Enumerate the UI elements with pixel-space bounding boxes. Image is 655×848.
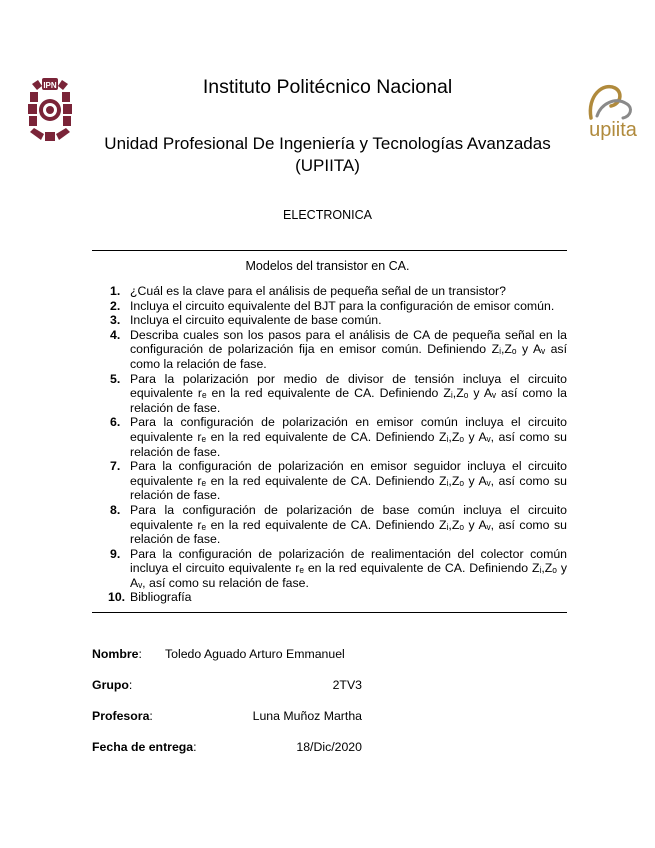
question-item — [92, 547, 567, 591]
fecha-label: Fecha de entrega — [92, 740, 194, 754]
question-text: ¿Cuál es la clave para el análisis de pequeña señal de un transistor? — [130, 284, 506, 298]
info-grupo: Grupo: 2TV3 — [92, 678, 362, 692]
question-text: Incluya el circuito equivalente del BJT para la configuración de emisor común. — [130, 298, 555, 313]
question-text: Bibliografía — [130, 590, 192, 605]
question-item — [92, 299, 567, 314]
question-text: Para la configuración de polarización de realimentación del colector común incluya el circuito equivalente rₑ en la red equivalente de CA. Definiendo Zᵢ,Zₒ y Aᵥ, así como su relación de fase. — [130, 546, 567, 590]
question-item — [92, 328, 567, 372]
question-item — [92, 503, 567, 547]
svg-text:upiita: upiita — [589, 119, 637, 140]
info-fecha: Fecha de entrega: 18/Dic/2020 — [92, 740, 362, 754]
question-number: 7. — [110, 459, 121, 474]
grupo-label: Grupo — [92, 678, 129, 692]
question-number: 10. — [108, 590, 126, 605]
institute-title: Instituto Politécnico Nacional — [202, 76, 453, 98]
question-item — [92, 459, 567, 503]
question-text: Para la polarización por medio de divisor de tensión incluya el circuito equivalente rₑ en la red equivalente de CA. Definiendo Zᵢ,Zₒ y Aᵥ así como la relación de fase. — [130, 371, 567, 415]
question-number: 4. — [110, 327, 121, 342]
question-item — [92, 415, 567, 459]
question-list — [92, 284, 567, 605]
question-number: 3. — [110, 313, 121, 328]
question-number: 9. — [110, 546, 121, 561]
course-name: ELECTRONICA — [283, 208, 372, 222]
question-number: 6. — [110, 415, 121, 430]
fecha-value: 18/Dic/2020 — [296, 740, 362, 754]
question-number: 5. — [110, 371, 121, 386]
question-item — [92, 284, 567, 299]
nombre-label: Nombre — [92, 647, 139, 661]
profesora-label: Profesora — [92, 709, 150, 723]
info-profesora: Profesora: Luna Muñoz Martha — [92, 709, 362, 723]
question-item — [92, 313, 567, 328]
subject-title: Modelos del transistor en CA. — [245, 259, 410, 273]
question-text: Para la configuración de polarización en emisor común incluya el circuito equivalente rₑ en la red equivalente de CA. Definiendo Zᵢ,Zₒ y Aᵥ, así como su relación de fase. — [130, 415, 567, 459]
question-text: Para la configuración de polarización en emisor seguidor incluya el circuito equivalente rₑ en la red equivalente de CA. Definiendo Zᵢ,Zₒ y Aᵥ, así como su relación de fase. — [130, 459, 567, 503]
question-number: 2. — [110, 298, 121, 313]
question-text: Incluya el circuito equivalente de base común. — [130, 313, 382, 328]
nombre-value: Toledo Aguado Arturo Emmanuel — [165, 647, 345, 661]
top-divider — [92, 250, 567, 251]
info-nombre: Nombre: Toledo Aguado Arturo Emmanuel — [92, 647, 345, 661]
bottom-divider — [92, 612, 567, 613]
question-item — [92, 372, 567, 416]
question-number: 1. — [110, 284, 121, 298]
grupo-value: 2TV3 — [332, 678, 362, 692]
unit-title: Unidad Profesional De Ingeniería y Tecnologías Avanzadas (UPIITA) — [104, 134, 551, 175]
question-number: 8. — [110, 502, 121, 517]
question-text: Describa cuales son los pasos para el análisis de CA de pequeña señal en la configuración de polarización fija en emisor común. Definiendo Zᵢ,Zₒ y Aᵥ así como la relación de fase. — [130, 327, 567, 371]
svg-text:IPN: IPN — [43, 81, 57, 90]
question-text: Para la configuración de polarización de base común incluya el circuito equivalente rₑ en la red equivalente de CA. Definiendo Zᵢ,Zₒ y Aᵥ, así como su relación de fase. — [130, 502, 567, 547]
profesora-value: Luna Muñoz Martha — [252, 709, 362, 723]
question-item — [92, 590, 567, 605]
